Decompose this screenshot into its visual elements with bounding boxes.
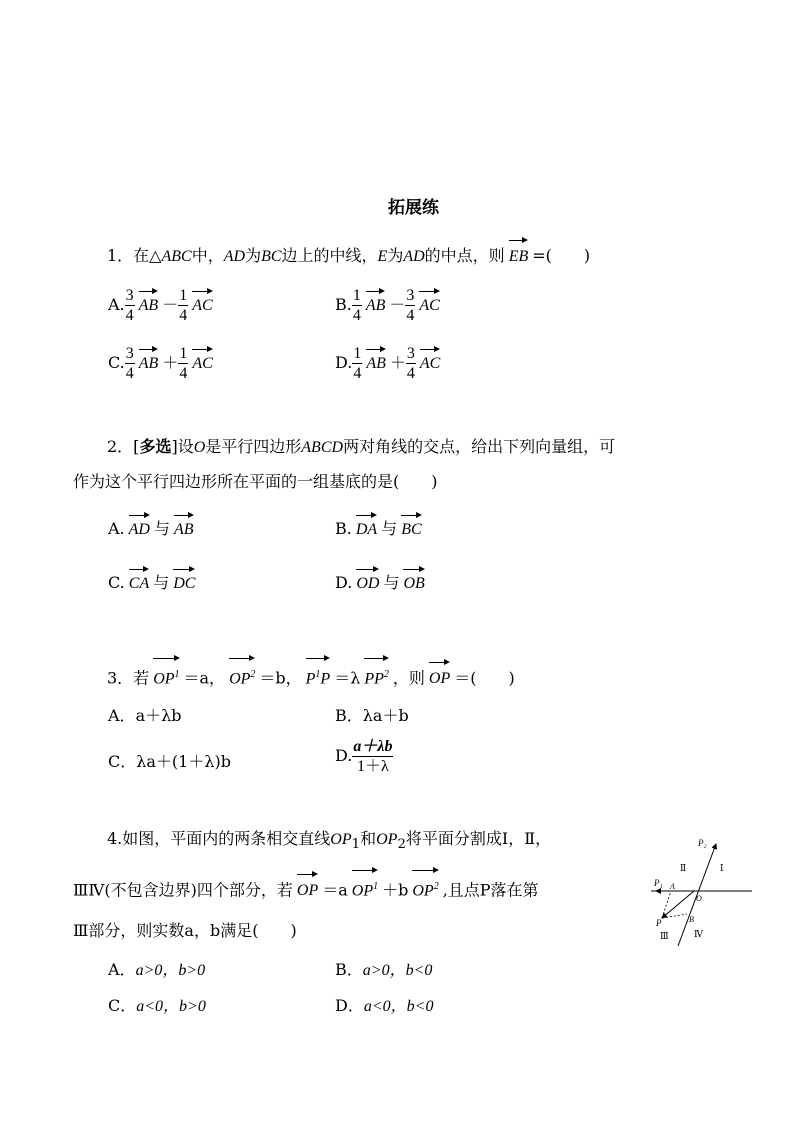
q4-figure [648, 834, 758, 949]
denominator: 4 [406, 307, 415, 324]
label-a: A [670, 882, 675, 891]
option-label: C. [108, 353, 125, 372]
vector: DA [356, 511, 377, 539]
fraction [352, 737, 393, 776]
option-label: C． [108, 996, 137, 1015]
option-label: B． [335, 960, 363, 979]
option-label: D. [335, 573, 353, 592]
and-text: 与 [381, 519, 398, 538]
q3-option-d [335, 737, 393, 776]
q3-text: ，则 [392, 668, 425, 688]
option-label: A. [108, 519, 125, 538]
region-2: Ⅱ [680, 864, 687, 874]
vector-pp2 [364, 654, 389, 690]
option-text: a<0，b>0 [136, 998, 206, 1015]
denominator: 4 [406, 365, 415, 382]
subscript: 2 [383, 669, 389, 680]
and-text: 与 [383, 573, 400, 592]
q4-text: 4.如图，平面内的两条相交直线 [107, 829, 331, 848]
numerator: 3 [406, 345, 415, 362]
subscript: 1 [373, 881, 379, 892]
vector-text: OP [351, 882, 374, 900]
option-text: λa＋b [362, 706, 409, 725]
q2-o: O [193, 439, 206, 456]
q3-option-a [108, 703, 182, 726]
label-b: B [689, 915, 694, 924]
q1-text-d: 边上的中线， [281, 246, 378, 265]
option-label: C． [108, 752, 137, 771]
q1-option-c [108, 344, 217, 383]
q4-text: 和 [360, 829, 377, 848]
fraction [352, 286, 362, 325]
option-text: a<0，b<0 [363, 998, 434, 1015]
option-label: A. [108, 295, 125, 314]
vector-text: P [320, 670, 331, 688]
q3-option-c [108, 749, 231, 772]
option-label: D. [335, 353, 353, 372]
vector-text: OP [229, 670, 251, 688]
vector: AC [192, 287, 212, 315]
option-text: a>0，b<0 [362, 962, 433, 979]
numerator: 1 [352, 287, 361, 304]
label-p2: P₂ [698, 838, 707, 848]
q1-text-a: 1．在△ [107, 246, 162, 265]
option-label: D． [335, 996, 364, 1015]
option-label: A． [108, 960, 136, 979]
q2-text: 两对角线的交点，给出下列向量组，可 [343, 437, 616, 456]
q2-text: 2．[ [107, 437, 140, 456]
q1-text-b: 中， [191, 246, 224, 265]
numerator: 3 [125, 345, 134, 362]
vector-op-arrow [662, 891, 694, 918]
question-1 [107, 236, 590, 268]
q1-e: E [377, 248, 388, 265]
vector: CA [129, 565, 149, 593]
question-4-line-2 [73, 866, 539, 902]
q3-text: ＝b， [259, 668, 302, 688]
q4-option-c [108, 993, 206, 1016]
q4-option-b [335, 957, 432, 980]
q1-option-a [108, 286, 217, 325]
vector: AC [192, 345, 212, 373]
operator: － [162, 295, 179, 314]
fraction [352, 344, 362, 383]
q3-text: 3．若 [107, 668, 150, 688]
vector: AC [420, 345, 440, 373]
q1-text-f: 的中点，则 [424, 246, 505, 265]
q1-text-end: =( ) [532, 246, 591, 265]
subscript: 1 [315, 669, 321, 680]
option-label: A． [108, 706, 136, 725]
option-text: λa＋(1＋λ)b [136, 752, 231, 771]
multi-select-tag: 多选 [139, 437, 172, 456]
question-3 [107, 654, 515, 690]
q1-ad2: AD [403, 248, 425, 265]
region-1: Ⅰ [720, 864, 724, 874]
q4-text: ,且点P落在第 [442, 880, 539, 900]
q1-text-e: 为 [387, 246, 404, 265]
q2-text: ]设 [171, 437, 194, 456]
subscript: 2 [250, 669, 256, 680]
q4-text: 将平面分割成Ⅰ，Ⅱ， [405, 829, 552, 848]
option-label: B． [335, 706, 363, 725]
operator: ＋ [162, 353, 179, 372]
fraction [125, 286, 135, 325]
fraction [125, 344, 135, 383]
vector-op: OP [297, 870, 318, 902]
question-4-line-1 [107, 828, 551, 856]
and-text: 与 [153, 519, 170, 538]
subscript: 2 [397, 837, 406, 853]
numerator: a＋λb [353, 738, 393, 755]
fraction [406, 344, 416, 383]
vector: AB [174, 511, 194, 539]
vector: AB [366, 345, 386, 373]
numerator: 1 [353, 345, 362, 362]
q1-abc: ABC [161, 248, 192, 265]
question-2-line-1 [107, 436, 615, 459]
numerator: 1 [179, 287, 188, 304]
denominator: 4 [352, 307, 361, 324]
q1-ad: AD [223, 248, 246, 265]
q1-text-c: 为 [245, 246, 262, 265]
vector-op1 [352, 866, 378, 902]
vector-op2 [229, 654, 255, 690]
denominator: 1＋λ [357, 758, 389, 775]
fraction [405, 286, 415, 325]
fraction [178, 286, 188, 325]
vector: AD [129, 511, 150, 539]
q4-text: ＋b [382, 880, 409, 900]
numerator: 1 [179, 345, 188, 362]
and-text: 与 [153, 573, 170, 592]
vector-op1 [153, 654, 179, 690]
option-text: a>0，b>0 [135, 962, 206, 979]
vector: AC [419, 287, 439, 315]
q3-text: ＝λ [334, 668, 361, 688]
q4-op2: OP [376, 831, 398, 848]
option-label: B. [335, 519, 352, 538]
option-label: D. [335, 746, 353, 765]
fraction [178, 344, 188, 383]
option-text: a＋λb [135, 706, 182, 725]
vector: BC [401, 511, 421, 539]
q1-option-d [335, 344, 444, 383]
q4-option-d [335, 993, 433, 1016]
denominator: 4 [125, 307, 134, 324]
vector-text: PP [364, 670, 384, 688]
vector: AB [366, 287, 386, 315]
q2-abcd: ABCD [301, 439, 344, 456]
q1-bc: BC [261, 248, 282, 265]
q1-option-b [335, 286, 444, 325]
vector-eb: EB [509, 236, 529, 268]
page-title: 拓展练 [388, 198, 439, 218]
region-4: Ⅳ [694, 930, 703, 940]
vector-text: P [305, 670, 316, 688]
q4-text: ＝a [322, 880, 348, 900]
vector: AB [139, 287, 159, 315]
numerator: 3 [406, 287, 415, 304]
denominator: 4 [179, 365, 188, 382]
vector-op2 [412, 866, 438, 902]
subscript: 2 [433, 881, 439, 892]
vector-text: OP [153, 670, 175, 688]
vector: OD [356, 565, 379, 593]
operator: － [389, 295, 406, 314]
question-2-line-2: 作为这个平行四边形所在平面的一组基底的是( ) [73, 472, 438, 491]
q2-option-a [108, 511, 198, 539]
option-label: C. [108, 573, 125, 592]
vector-op: OP [429, 658, 450, 690]
vector: AB [139, 345, 159, 373]
label-o: O [696, 894, 702, 903]
option-label: B. [335, 295, 352, 314]
q2-option-d [335, 565, 429, 593]
q2-option-c [108, 565, 199, 593]
vector: OB [403, 565, 424, 593]
vector-text: OP [412, 882, 434, 900]
q3-text: ＝a， [183, 668, 226, 688]
q2-option-b [335, 511, 426, 539]
vector: DC [173, 565, 195, 593]
q4-op1: OP [330, 831, 352, 848]
question-4-line-3: Ⅲ部分，则实数a，b满足( ) [73, 921, 297, 940]
region-3: Ⅲ [660, 932, 669, 942]
operator: ＋ [389, 353, 406, 372]
q2-text: 是平行四边形 [205, 437, 302, 456]
q4-option-a [108, 957, 205, 980]
q4-text: ⅢⅣ(不包含边界)四个部分，若 [73, 880, 293, 900]
subscript: 1 [351, 837, 361, 853]
subscript: 1 [174, 669, 180, 680]
vector-p1p [306, 654, 331, 690]
denominator: 4 [179, 307, 188, 324]
q3-text: ＝( ) [454, 668, 515, 688]
q3-option-b [335, 703, 409, 726]
denominator: 4 [353, 365, 362, 382]
label-p: P [656, 918, 662, 928]
label-p1: P₁ [654, 878, 663, 888]
numerator: 3 [125, 287, 134, 304]
denominator: 4 [125, 365, 134, 382]
